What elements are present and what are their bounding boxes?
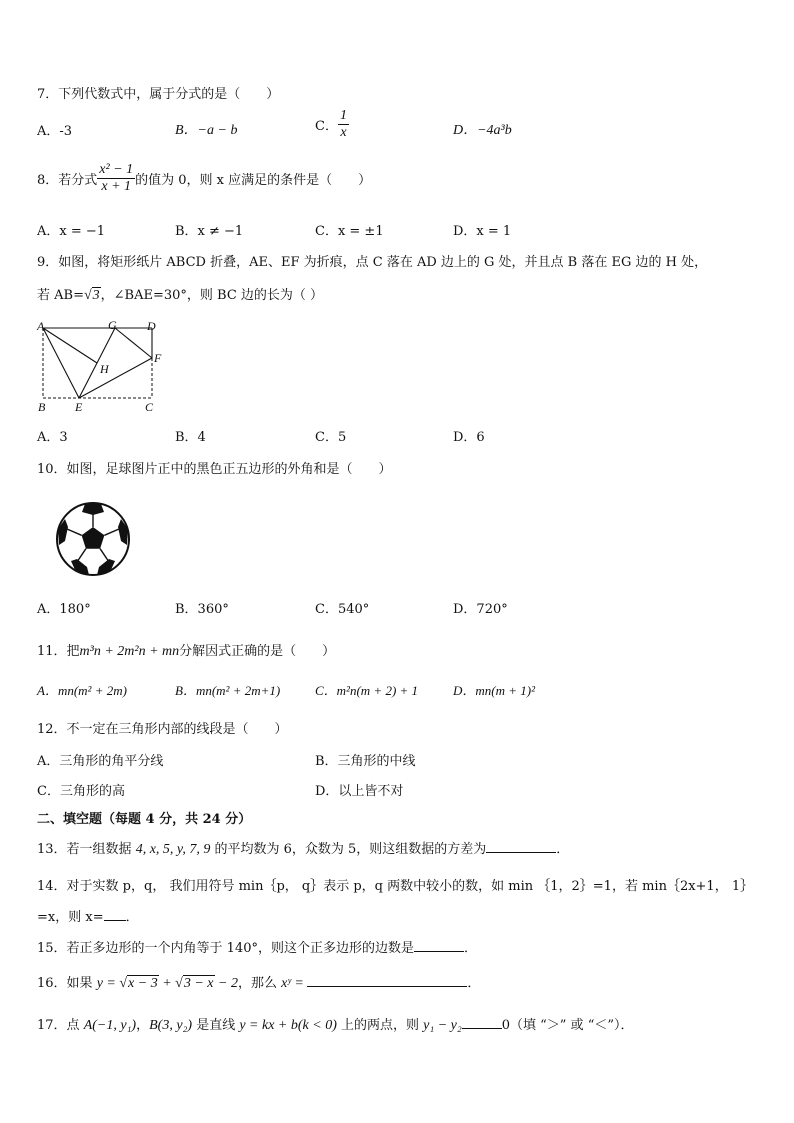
q8-numerator: x² − 1 bbox=[99, 162, 134, 177]
q11-option-d: D．mn(m + 1)² bbox=[453, 683, 535, 698]
q7-c-denominator: x bbox=[340, 125, 347, 140]
q16-plus: + bbox=[158, 976, 176, 991]
q7-option-c bbox=[315, 108, 349, 141]
q17-pre: 17．点 bbox=[37, 1018, 84, 1033]
q16-sqrt-sign-2: √ bbox=[175, 976, 183, 991]
q10-option-c: C．540° bbox=[315, 602, 370, 617]
q17-post: 0（填 “＞” 或 “＜”）． bbox=[501, 1018, 634, 1033]
q7-option-c-fraction bbox=[338, 108, 349, 141]
q15-end: ． bbox=[464, 941, 478, 956]
section-2-heading: 二、填空题（每题 4 分，共 24 分） bbox=[37, 812, 252, 827]
q15-pre: 15．若正多边形的一个内角等于 140°，则这个正多边形的边数是 bbox=[37, 941, 414, 956]
q14-line2 bbox=[37, 906, 139, 925]
q7-option-a: A．-3 bbox=[37, 124, 73, 139]
q12-option-a: A．三角形的角平分线 bbox=[37, 754, 164, 769]
q9-option-a: A．3 bbox=[37, 430, 68, 445]
q7-option-b: B．−a − b bbox=[175, 123, 238, 138]
q13-pre: 13．若一组数据 bbox=[37, 842, 136, 857]
q8-denominator: x + 1 bbox=[101, 179, 132, 194]
q7-stem: 7．下列代数式中，属于分式的是（ ） bbox=[37, 87, 280, 102]
q11-stem bbox=[37, 640, 335, 660]
q9-segment-AE bbox=[43, 328, 79, 398]
q13-data: 4, x, 5, y, 7, 9 bbox=[135, 842, 211, 857]
q15-stem bbox=[37, 937, 477, 956]
q11-option-a: A．mn(m² + 2m) bbox=[37, 683, 127, 698]
q10-option-b: B．360° bbox=[175, 602, 229, 617]
q16-radicand-1: x − 3 bbox=[128, 976, 158, 991]
q9-stem-line2 bbox=[37, 284, 323, 304]
q17-mid: 是直线 bbox=[192, 1018, 240, 1033]
q11-stem-pre: 11．把 bbox=[37, 644, 80, 659]
q9-label-H: H bbox=[100, 362, 109, 376]
q10-option-d: D．720° bbox=[453, 602, 508, 617]
q14-line2-pre: =x，则 x= bbox=[37, 910, 104, 925]
q13-stem bbox=[37, 838, 569, 858]
q11-expression: m³n + 2m²n + mn bbox=[79, 644, 180, 659]
q17-line-eq: y = kx + b(k < 0) bbox=[239, 1018, 337, 1033]
q14-answer-blank bbox=[104, 908, 126, 921]
q8-stem bbox=[37, 162, 371, 195]
q15-answer-blank bbox=[414, 939, 464, 952]
q11-stem-post: 分解因式正确的是（ ） bbox=[179, 644, 336, 659]
q8-stem-post: 的值为 0，则 x 应满足的条件是（ ） bbox=[135, 173, 372, 188]
q9-option-c: C．5 bbox=[315, 430, 347, 445]
q9-label-D: D bbox=[147, 319, 156, 333]
q16-radicand-2: 3 − x bbox=[183, 976, 214, 991]
q9-segment-AH bbox=[43, 328, 97, 363]
q9-stem2-pre: 若 AB= bbox=[37, 288, 84, 303]
q9-segment-EF bbox=[79, 358, 152, 398]
q9-label-F: F bbox=[154, 351, 162, 365]
q14-line2-end: ． bbox=[125, 910, 139, 925]
q9-label-A: A bbox=[37, 319, 45, 333]
q16-end: ． bbox=[467, 976, 481, 991]
q16-pre: 16．如果 bbox=[37, 976, 97, 991]
q9-figure bbox=[34, 318, 169, 414]
q16-mid: ，那么 bbox=[237, 976, 282, 991]
q12-option-b: B．三角形的中线 bbox=[315, 754, 416, 769]
q17-point-b: B(3, y₂) bbox=[149, 1018, 193, 1033]
q16-eq-y: y = bbox=[96, 976, 120, 991]
q7-option-c-label: C． bbox=[315, 119, 338, 134]
q8-option-b: B．x ≠ −1 bbox=[175, 224, 244, 239]
q7-option-d: D．−4a³b bbox=[453, 123, 512, 138]
q12-stem: 12．不一定在三角形内部的线段是（ ） bbox=[37, 722, 288, 737]
q17-mid2: 上的两点，则 bbox=[336, 1018, 424, 1033]
q11-option-b: B．mn(m² + 2m+1) bbox=[175, 683, 281, 698]
q9-label-C: C bbox=[145, 400, 154, 414]
q9-option-d: D．6 bbox=[453, 430, 485, 445]
q17-sep: ， bbox=[136, 1018, 150, 1033]
q17-stem bbox=[37, 1014, 634, 1034]
q9-sqrt-sign: √ bbox=[83, 288, 92, 303]
q10-stem: 10．如图，足球图片正中的黑色正五边形的外角和是（ ） bbox=[37, 462, 392, 477]
q17-diff: y₁ − y₂ bbox=[423, 1018, 462, 1033]
q8-stem-pre: 8．若分式 bbox=[37, 173, 98, 188]
q17-point-a: A(−1, y₁) bbox=[83, 1018, 137, 1033]
soccer-ball-image bbox=[55, 501, 131, 577]
q8-option-c: C．x = ±1 bbox=[315, 224, 384, 239]
q9-label-G: G bbox=[108, 318, 117, 332]
q9-label-B: B bbox=[38, 400, 46, 414]
q16-xy: xʸ = bbox=[281, 976, 308, 991]
q12-option-d: D．以上皆不对 bbox=[315, 784, 404, 799]
q9-label-E: E bbox=[75, 400, 83, 414]
q8-fraction bbox=[97, 162, 135, 195]
q17-answer-blank bbox=[462, 1016, 502, 1029]
q9-stem-line1: 9．如图，将矩形纸片 ABCD 折叠，AE、EF 为折痕，点 C 落在 AD 边上的 G 处，并且点 B 落在 EG 边的 H 处， bbox=[37, 255, 708, 270]
q11-option-c: C．m²n(m + 2) + 1 bbox=[315, 683, 419, 698]
q8-option-d: D．x = 1 bbox=[453, 224, 512, 239]
q10-option-a: A．180° bbox=[37, 602, 91, 617]
q9-sqrt-value: 3 bbox=[92, 288, 100, 303]
q16-answer-blank bbox=[307, 974, 467, 987]
q16-stem bbox=[37, 972, 480, 992]
q12-option-c: C．三角形的高 bbox=[37, 784, 125, 799]
q9-stem2-post: ，∠BAE=30°，则 BC 边的长为（ ） bbox=[100, 288, 324, 303]
q9-option-b: B．4 bbox=[175, 430, 206, 445]
q14-line1: 14．对于实数 p，q， 我们用符号 min｛p， q｝表示 p，q 两数中较小的数，如 min ｛1，2｝=1，若 min｛2x+1， 1｝ bbox=[37, 879, 754, 894]
q13-post: 的平均数为 6，众数为 5，则这组数据的方差为 bbox=[210, 842, 487, 857]
q16-minus: − 2 bbox=[214, 976, 238, 991]
q8-option-a: A．x = −1 bbox=[37, 224, 106, 239]
q13-end: ． bbox=[556, 842, 570, 857]
q13-answer-blank bbox=[486, 840, 556, 853]
q16-sqrt-sign-1: √ bbox=[119, 976, 128, 991]
q7-c-numerator: 1 bbox=[339, 108, 347, 123]
